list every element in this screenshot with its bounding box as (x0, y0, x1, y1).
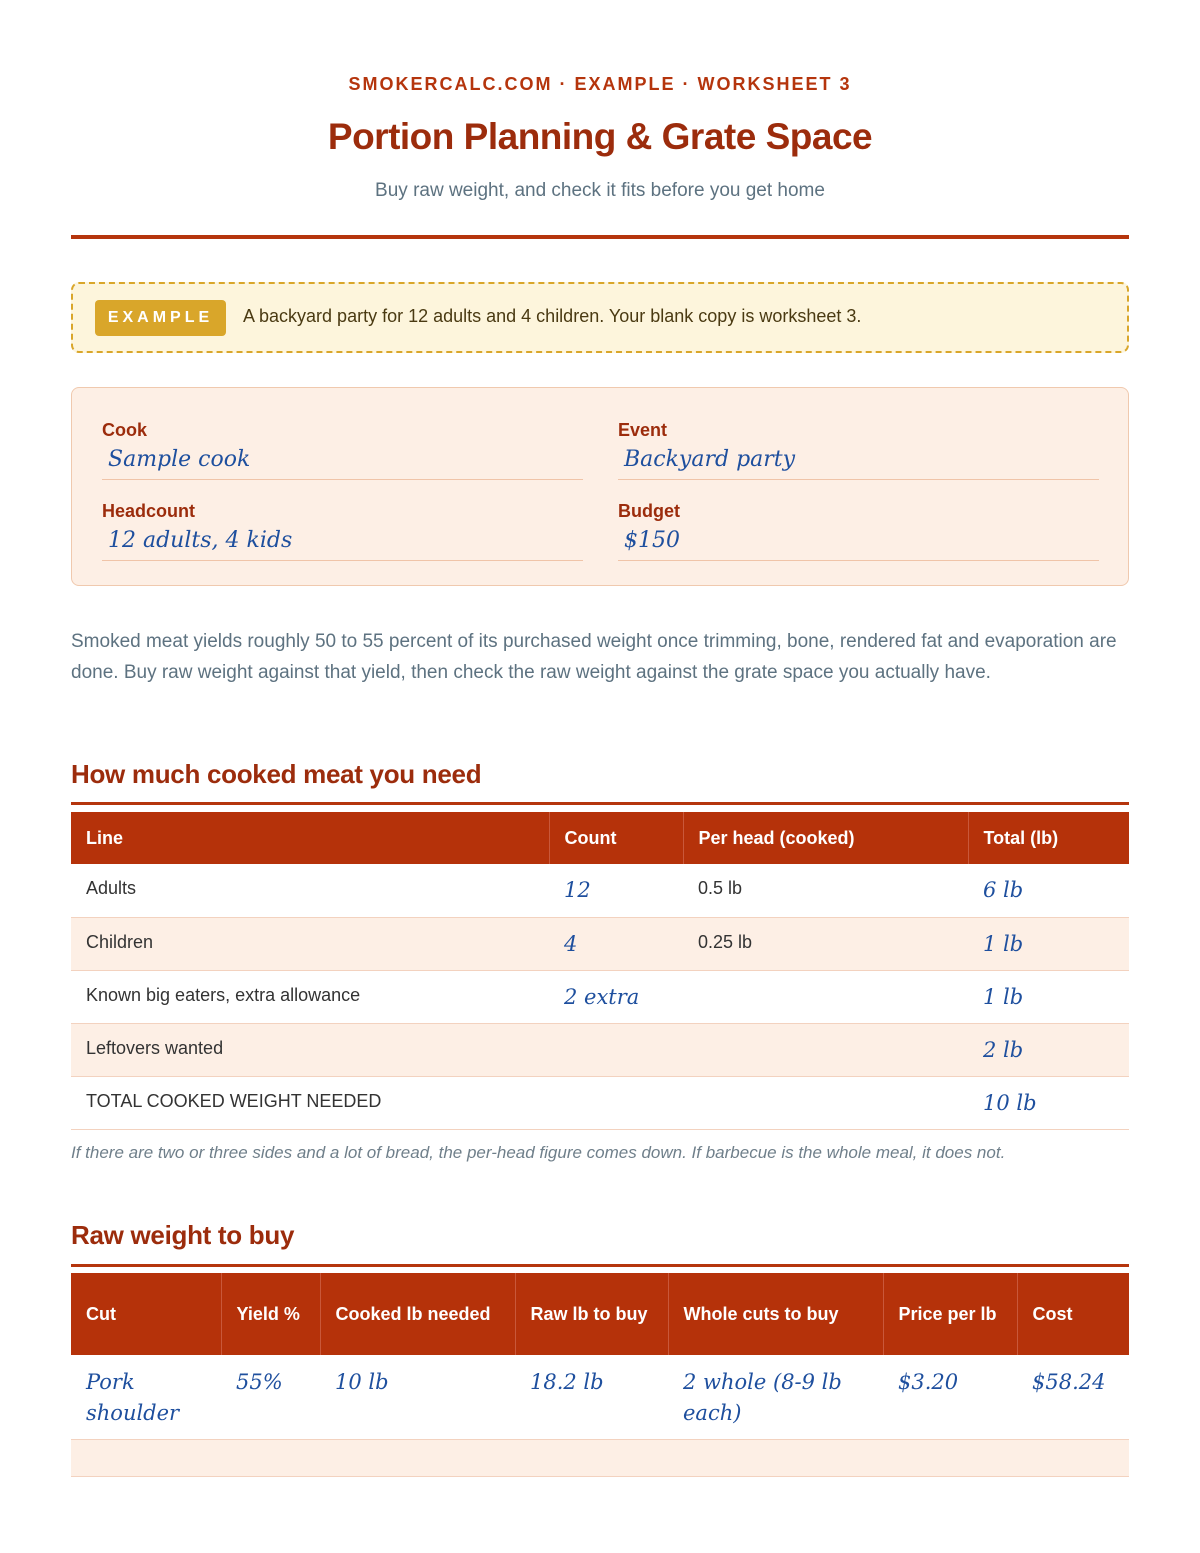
example-description: A backyard party for 12 adults and 4 children. Your blank copy is worksheet 3. (243, 306, 862, 326)
details-card (71, 387, 1129, 586)
raw-section-rule (71, 1264, 1129, 1267)
table-header-row (71, 812, 1129, 864)
blank-cell[interactable] (883, 1439, 1017, 1476)
page-title: Portion Planning & Grate Space (327, 116, 873, 157)
line-cell: Leftovers wanted (71, 1023, 549, 1076)
blank-cell[interactable] (221, 1439, 320, 1476)
column-header: Cut (71, 1273, 221, 1355)
table-row (71, 970, 1129, 1023)
total-cell[interactable]: 10 lb (968, 1076, 1129, 1129)
event-label: Event (618, 420, 668, 440)
cooked-section-rule (71, 802, 1129, 805)
table-row (71, 864, 1129, 917)
column-header: Count (549, 812, 683, 864)
price-cell[interactable]: $3.20 (883, 1355, 1017, 1439)
per-head-cell: 0.5 lb (683, 864, 968, 917)
line-cell: Children (71, 917, 549, 970)
portion-note: If there are two or three sides and a lot of bread, the per-head figure comes down. If barbecue is the whole meal, it does not. (71, 1143, 1006, 1162)
line-cell: TOTAL COOKED WEIGHT NEEDED (71, 1076, 549, 1129)
yield-cell[interactable]: 55% (221, 1355, 320, 1439)
column-header: Yield % (221, 1273, 320, 1355)
page-subtitle: Buy raw weight, and check it fits before you get home (375, 180, 825, 201)
cooked-weight-table (71, 812, 1129, 1130)
blank-cell[interactable] (668, 1439, 883, 1476)
table-row-total (71, 1076, 1129, 1129)
event-field (618, 420, 1099, 480)
whole-cuts-cell[interactable]: 2 whole (8-9 lb each) (668, 1355, 883, 1439)
count-cell[interactable]: 4 (549, 917, 683, 970)
raw-lb-cell[interactable]: 18.2 lb (515, 1355, 668, 1439)
headcount-field (102, 501, 583, 561)
per-head-cell (683, 1076, 968, 1129)
budget-value[interactable]: $150 (618, 528, 1099, 561)
example-callout (71, 282, 1129, 353)
total-cell[interactable]: 1 lb (968, 917, 1129, 970)
cook-label: Cook (102, 420, 147, 440)
budget-field (618, 501, 1099, 561)
line-cell: Known big eaters, extra allowance (71, 970, 549, 1023)
cooked-section-heading: How much cooked meat you need (71, 759, 482, 789)
table-row-blank (71, 1439, 1129, 1476)
total-cell[interactable]: 6 lb (968, 864, 1129, 917)
blank-cell[interactable] (71, 1439, 221, 1476)
table-row (71, 917, 1129, 970)
total-cell[interactable]: 2 lb (968, 1023, 1129, 1076)
count-cell[interactable] (549, 1076, 683, 1129)
column-header: Per head (cooked) (683, 812, 968, 864)
raw-weight-table (71, 1273, 1129, 1477)
cook-value[interactable]: Sample cook (102, 447, 583, 480)
column-header: Total (lb) (968, 812, 1129, 864)
line-cell: Adults (71, 864, 549, 917)
blank-cell[interactable] (515, 1439, 668, 1476)
per-head-cell (683, 1023, 968, 1076)
cook-field (102, 420, 583, 480)
cooked-lb-cell[interactable]: 10 lb (320, 1355, 515, 1439)
cut-cell[interactable]: Pork shoulder (71, 1355, 221, 1439)
column-header: Cooked lb needed (320, 1273, 515, 1355)
column-header: Price per lb (883, 1273, 1017, 1355)
column-header: Line (71, 812, 549, 864)
blank-cell[interactable] (320, 1439, 515, 1476)
budget-label: Budget (618, 501, 680, 521)
per-head-cell: 0.25 lb (683, 917, 968, 970)
intro-paragraph: Smoked meat yields roughly 50 to 55 percent of its purchased weight once trimming, bone, rendered fat and evaporation are done. Buy raw weight against that yield, then check the raw weight against the grate space you actually have. (71, 631, 1117, 683)
example-badge: EXAMPLE (95, 300, 226, 336)
blank-cell[interactable] (1017, 1439, 1129, 1476)
event-value[interactable]: Backyard party (618, 447, 1099, 480)
per-head-cell (683, 970, 968, 1023)
column-header: Whole cuts to buy (668, 1273, 883, 1355)
headcount-value[interactable]: 12 adults, 4 kids (102, 528, 583, 561)
total-cell[interactable]: 1 lb (968, 970, 1129, 1023)
cost-cell[interactable]: $58.24 (1017, 1355, 1129, 1439)
table-row (71, 1023, 1129, 1076)
raw-section-heading: Raw weight to buy (71, 1220, 295, 1250)
count-cell[interactable]: 12 (549, 864, 683, 917)
site-kicker: SMOKERCALC.COM · EXAMPLE · WORKSHEET 3 (348, 74, 852, 94)
table-header-row (71, 1273, 1129, 1355)
count-cell[interactable]: 2 extra (549, 970, 683, 1023)
count-cell[interactable] (549, 1023, 683, 1076)
header-divider (71, 235, 1129, 239)
headcount-label: Headcount (102, 501, 196, 521)
column-header: Raw lb to buy (515, 1273, 668, 1355)
column-header: Cost (1017, 1273, 1129, 1355)
table-row (71, 1355, 1129, 1439)
